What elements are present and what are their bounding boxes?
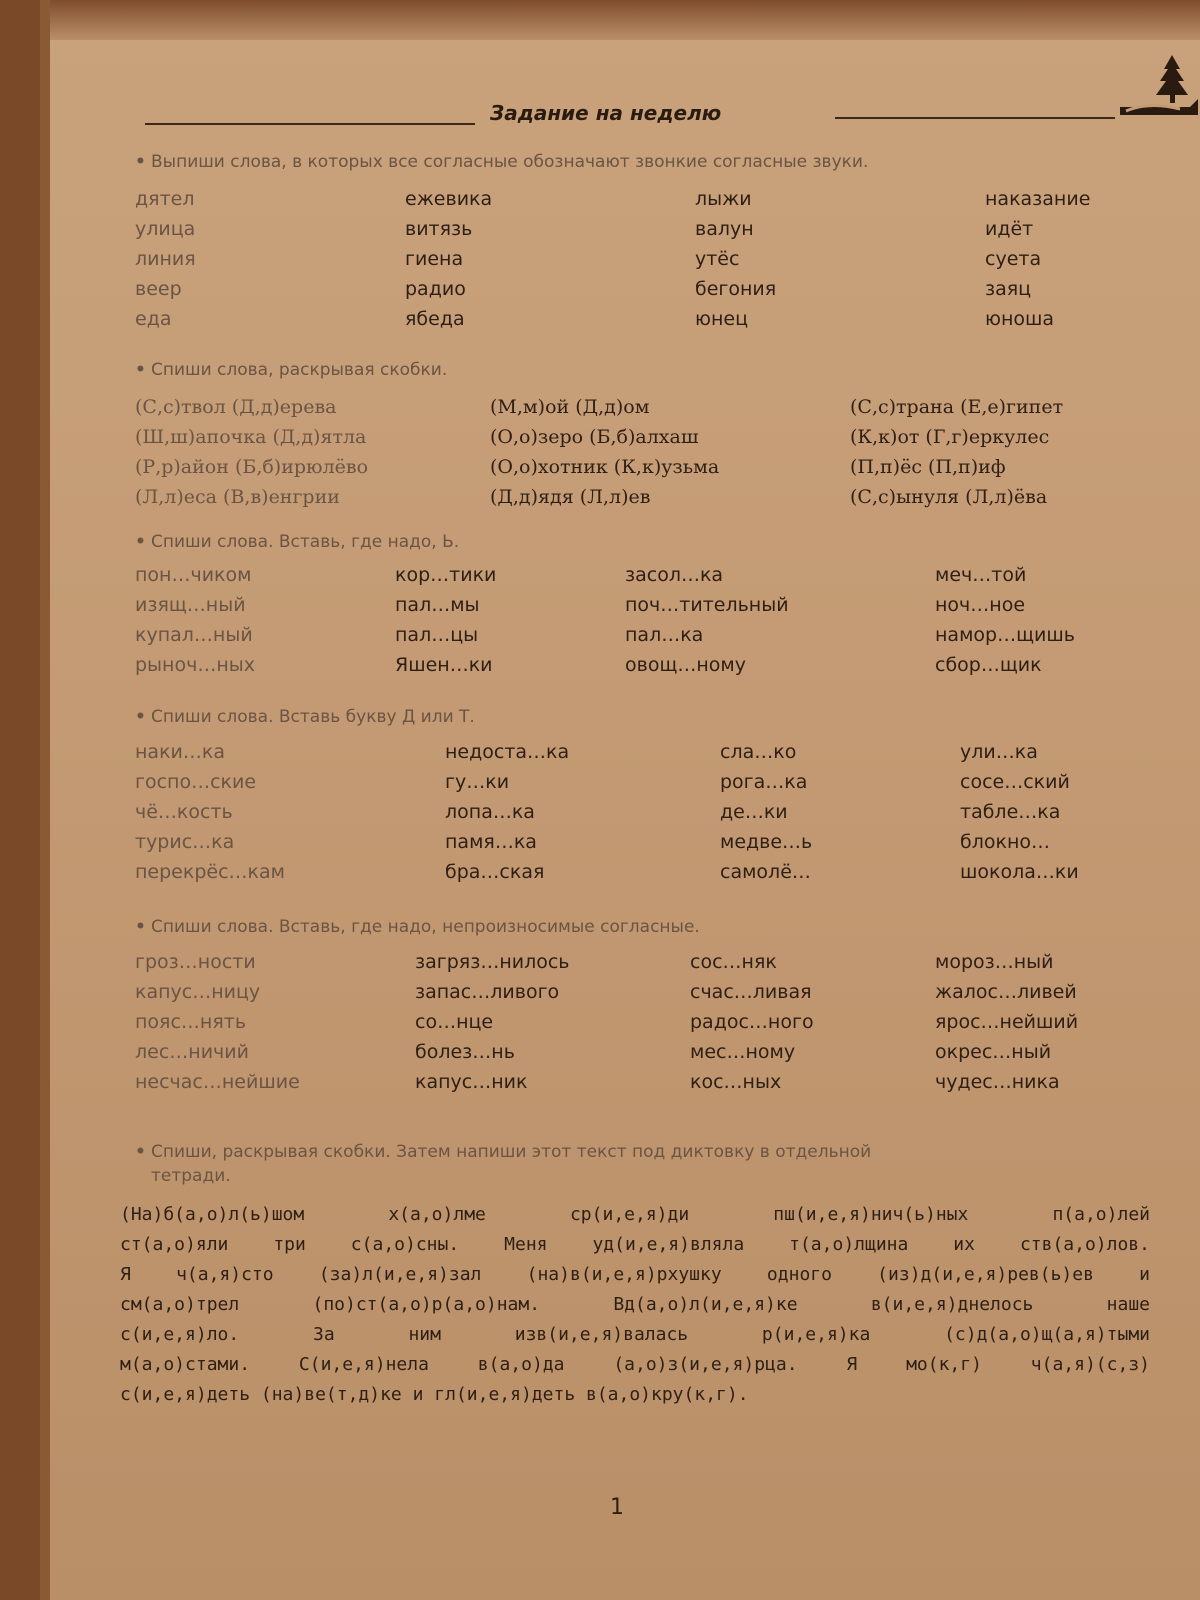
word: валун bbox=[695, 218, 754, 240]
dictation-line: (На)б(а,о)л(ь)шом х(а,о)лме ср(и,е,я)ди пш(и,е,я)нич(ь)ных п(а,о)лей bbox=[120, 1204, 1150, 1225]
phrase: (Ш,ш)апочка (Д,д)ятла bbox=[135, 426, 367, 448]
word: болез…нь bbox=[415, 1041, 515, 1063]
word: мес…ному bbox=[690, 1041, 796, 1063]
word: гроз…ности bbox=[135, 951, 256, 973]
word-column bbox=[625, 560, 789, 680]
word: турис…ка bbox=[135, 831, 235, 853]
dictation-line: м(а,о)стами. С(и,е,я)нела в(а,о)да (а,о)з(и,е,я)рца. Я мо(к,г) ч(а,я)(с,з) bbox=[120, 1354, 1150, 1375]
phrase-column bbox=[850, 392, 1063, 512]
word-column bbox=[445, 737, 569, 887]
word: еда bbox=[135, 308, 172, 330]
phrase: (Р,р)айон (Б,б)ирюлёво bbox=[135, 456, 369, 478]
dictation-line: см(а,о)трел (по)ст(а,о)р(а,о)нам. Вд(а,о)л(и,е,я)ке в(и,е,я)днелось наше bbox=[120, 1294, 1150, 1315]
header-rule-left bbox=[145, 123, 475, 125]
word-column bbox=[960, 737, 1079, 887]
exercise-open-brackets bbox=[135, 358, 1185, 512]
word: пояс…нять bbox=[135, 1011, 247, 1033]
word: рога…ка bbox=[720, 771, 808, 793]
phrase: (С,с)ынуля (Л,л)ёва bbox=[850, 486, 1048, 508]
exercise-instruction-cont: тетради. bbox=[151, 1166, 231, 1186]
word: наказание bbox=[985, 188, 1091, 210]
word: лыжи bbox=[695, 188, 752, 210]
word: со…нце bbox=[415, 1011, 494, 1033]
word: бра…ская bbox=[445, 861, 545, 883]
word: пон…чиком bbox=[135, 564, 252, 586]
word: ярос…нейший bbox=[935, 1011, 1079, 1033]
exercise-instruction: • Спиши слова. Вставь, где надо, Ь. bbox=[135, 532, 460, 552]
word: табле…ка bbox=[960, 801, 1061, 823]
exercise-instruction: • Спиши слова, раскрывая скобки. bbox=[135, 360, 448, 380]
exercise-silent-consonants bbox=[135, 915, 1185, 1102]
word-column bbox=[135, 947, 300, 1097]
phrase: (М,м)ой (Д,д)ом bbox=[490, 396, 650, 418]
word-column bbox=[135, 184, 196, 334]
word: перекрёс…кам bbox=[135, 861, 285, 883]
word: поч…тительный bbox=[625, 594, 789, 616]
word: изящ…ный bbox=[135, 594, 246, 616]
word: недоста…ка bbox=[445, 741, 570, 763]
word: капус…ник bbox=[415, 1071, 528, 1093]
word: юноша bbox=[985, 308, 1055, 330]
page-edge bbox=[50, 0, 1200, 40]
word-column bbox=[135, 560, 255, 680]
page-title: Задание на неделю bbox=[490, 101, 722, 125]
word: госпо…ские bbox=[135, 771, 257, 793]
exercise-instruction: • Выпиши слова, в которых все согласные обозначают звонкие согласные звуки. bbox=[135, 152, 869, 172]
word: веер bbox=[135, 278, 182, 300]
word-grid bbox=[135, 184, 1185, 334]
word: блокно… bbox=[960, 831, 1051, 853]
word-column bbox=[135, 737, 285, 887]
word: витязь bbox=[405, 218, 473, 240]
word: юнец bbox=[695, 308, 749, 330]
word: пал…цы bbox=[395, 624, 479, 646]
word: самолё… bbox=[720, 861, 811, 883]
word: меч…той bbox=[935, 564, 1027, 586]
word: пал…ка bbox=[625, 624, 704, 646]
phrase: (Д,д)ядя (Л,л)ев bbox=[490, 486, 651, 508]
word: бегония bbox=[695, 278, 777, 300]
word-column bbox=[935, 947, 1078, 1097]
phrase: (Л,л)еса (В,в)енгрии bbox=[135, 486, 340, 508]
word-column bbox=[690, 947, 814, 1097]
word: сла…ко bbox=[720, 741, 797, 763]
word: де…ки bbox=[720, 801, 788, 823]
word: жалос…ливей bbox=[935, 981, 1077, 1003]
dictation-line: Я ч(а,я)сто (за)л(и,е,я)зал (на)в(и,е,я)рхушку одного (из)д(и,е,я)рев(ь)ев и bbox=[120, 1264, 1150, 1285]
word-column bbox=[985, 184, 1090, 334]
word: лес…ничий bbox=[135, 1041, 249, 1063]
word: ноч…ное bbox=[935, 594, 1026, 616]
word-grid bbox=[135, 947, 1185, 1102]
word: окрес…ный bbox=[935, 1041, 1052, 1063]
word: чё…кость bbox=[135, 801, 233, 823]
word: загряз…нилось bbox=[415, 951, 570, 973]
word: намор…щишь bbox=[935, 624, 1075, 646]
word: ябеда bbox=[405, 308, 465, 330]
word-column bbox=[395, 560, 496, 680]
word: ежевика bbox=[405, 188, 493, 210]
word-column bbox=[935, 560, 1075, 680]
word: памя…ка bbox=[445, 831, 537, 853]
phrase: (С,с)трана (Е,е)гипет bbox=[850, 396, 1064, 418]
dictation-line: ст(а,о)яли три с(а,о)сны. Меня уд(и,е,я)вляла т(а,о)лщина их ств(а,о)лов. bbox=[120, 1234, 1150, 1255]
phrase: (К,к)от (Г,г)еркулес bbox=[850, 426, 1050, 448]
word: лопа…ка bbox=[445, 801, 535, 823]
textbook-page bbox=[40, 0, 1200, 1600]
word-column bbox=[720, 737, 812, 887]
word: счас…ливая bbox=[690, 981, 812, 1003]
exercise-instruction: • Спиши, раскрывая скобки. Затем напиши этот текст под диктовку в отдельной bbox=[135, 1142, 872, 1162]
word: радос…ного bbox=[690, 1011, 814, 1033]
page-number: 1 bbox=[610, 1495, 624, 1520]
word: шокола…ки bbox=[960, 861, 1079, 883]
dictation-text bbox=[120, 1200, 1150, 1410]
word: чудес…ника bbox=[935, 1071, 1060, 1093]
dictation-line: с(и,е,я)деть (на)ве(т,д)ке и гл(и,е,я)деть в(а,о)кру(к,г). bbox=[120, 1384, 749, 1405]
word: дятел bbox=[135, 188, 195, 210]
word: несчас…нейшие bbox=[135, 1071, 300, 1093]
exercise-d-or-t bbox=[135, 705, 1185, 887]
word: Яшен…ки bbox=[395, 654, 493, 676]
phrase: (О,о)зеро (Б,б)алхаш bbox=[490, 426, 699, 448]
word: наки…ка bbox=[135, 741, 226, 763]
word: кос…ных bbox=[690, 1071, 782, 1093]
word: пал…мы bbox=[395, 594, 480, 616]
word: идёт bbox=[985, 218, 1034, 240]
word: капус…ницу bbox=[135, 981, 261, 1003]
word: гиена bbox=[405, 248, 464, 270]
word-grid bbox=[135, 560, 1185, 680]
word: улица bbox=[135, 218, 196, 240]
word: запас…ливого bbox=[415, 981, 560, 1003]
word-column bbox=[405, 184, 492, 334]
word: медве…ь bbox=[720, 831, 813, 853]
word: сосе…ский bbox=[960, 771, 1070, 793]
word-column bbox=[415, 947, 570, 1097]
phrase: (С,с)твол (Д,д)ерева bbox=[135, 396, 337, 418]
word: кор…тики bbox=[395, 564, 497, 586]
word: мороз…ный bbox=[935, 951, 1054, 973]
word: засол…ка bbox=[625, 564, 724, 586]
word-column bbox=[695, 184, 776, 334]
phrase-column bbox=[490, 392, 719, 512]
word: сос…няк bbox=[690, 951, 777, 973]
phrase: (П,п)ёс (П,п)иф bbox=[850, 456, 1006, 478]
word: купал…ный bbox=[135, 624, 253, 646]
word: ули…ка bbox=[960, 741, 1038, 763]
word: овощ…ному bbox=[625, 654, 746, 676]
word: линия bbox=[135, 248, 196, 270]
fir-tree-icon bbox=[1120, 55, 1200, 125]
word-grid bbox=[135, 737, 1185, 887]
word-grid bbox=[135, 392, 1185, 512]
word: сбор…щик bbox=[935, 654, 1042, 676]
exercise-instruction: • Спиши слова. Вставь букву Д или Т. bbox=[135, 707, 475, 727]
word: гу…ки bbox=[445, 771, 510, 793]
exercise-dictation bbox=[135, 1140, 1185, 1188]
phrase-column bbox=[135, 392, 368, 512]
word: утёс bbox=[695, 248, 740, 270]
dictation-line: с(и,е,я)ло. За ним изв(и,е,я)валась р(и,е,я)ка (с)д(а,о)щ(а,я)тыми bbox=[120, 1324, 1150, 1345]
exercise-instruction: • Спиши слова. Вставь, где надо, непроизносимые согласные. bbox=[135, 917, 700, 937]
exercise-soft-sign bbox=[135, 530, 1185, 680]
word: радио bbox=[405, 278, 466, 300]
word: рыноч…ных bbox=[135, 654, 256, 676]
phrase: (О,о)хотник (К,к)узьма bbox=[490, 456, 720, 478]
word: заяц bbox=[985, 278, 1032, 300]
header-rule-right bbox=[835, 117, 1115, 119]
page-header bbox=[145, 95, 1185, 135]
word: суета bbox=[985, 248, 1042, 270]
exercise-voiced-consonants bbox=[135, 150, 1185, 334]
